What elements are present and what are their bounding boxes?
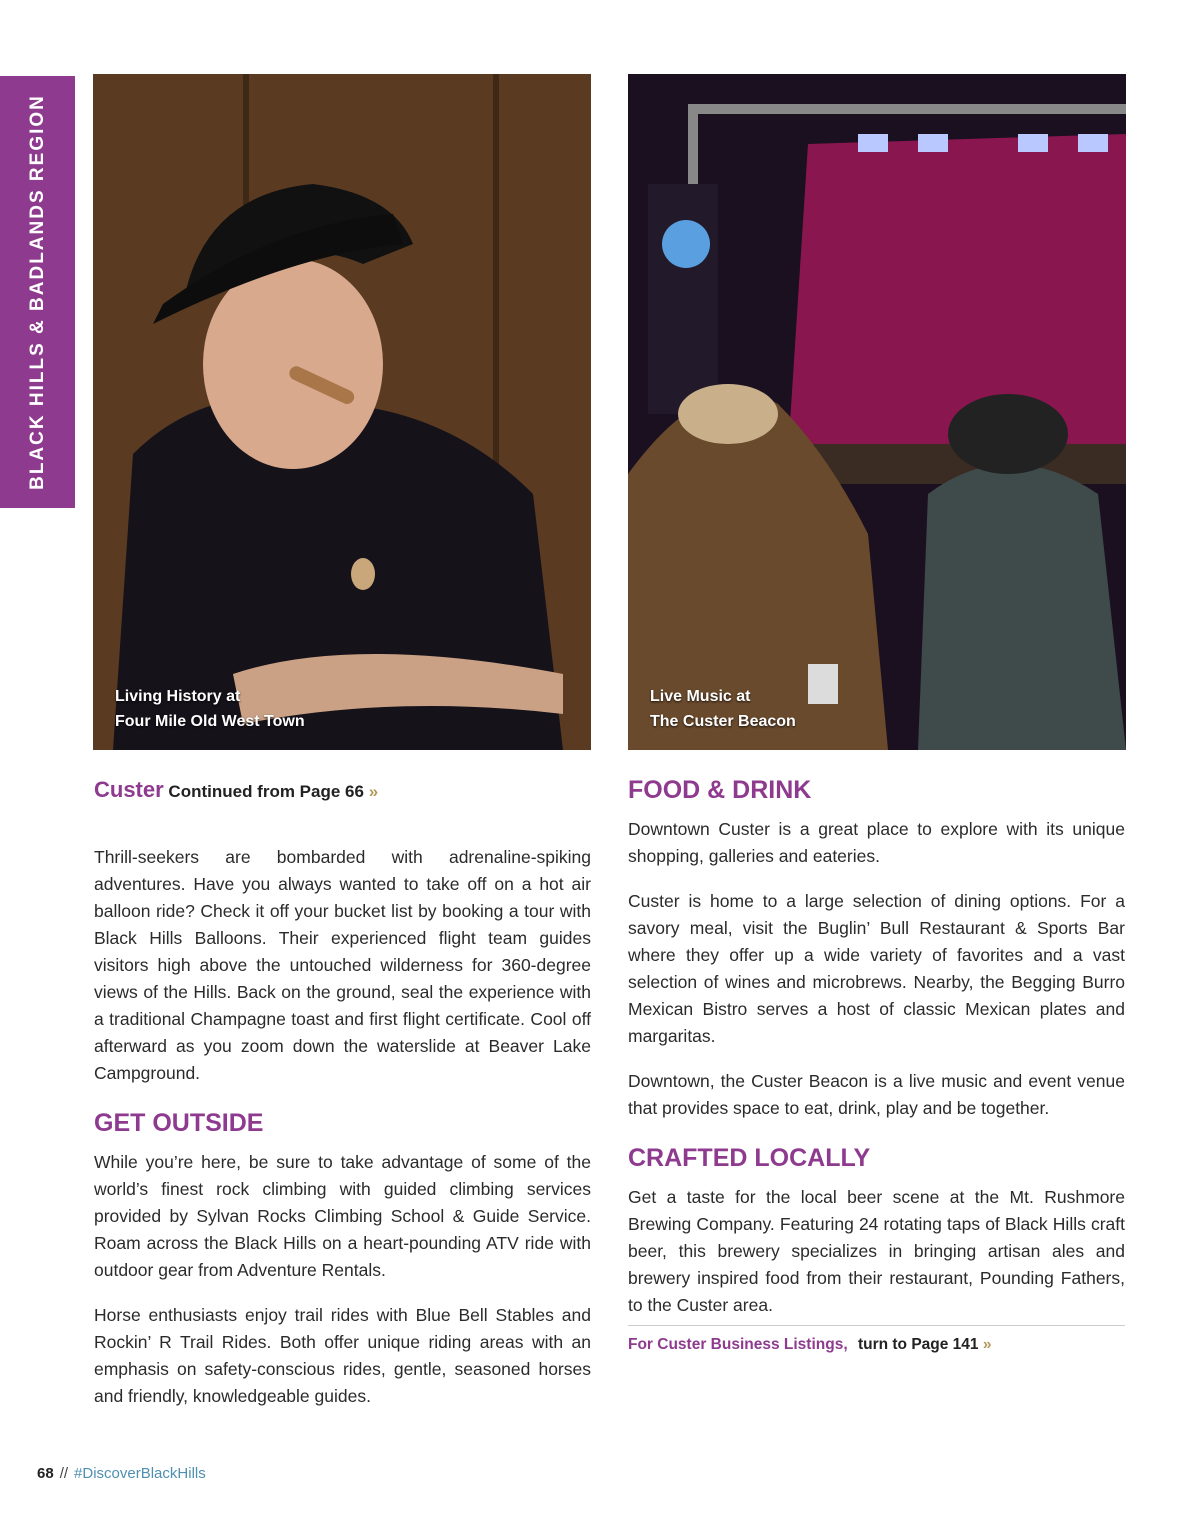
heading-food-drink: FOOD & DRINK <box>628 776 812 804</box>
caption-line: Four Mile Old West Town <box>115 713 305 730</box>
heading-crafted-locally: CRAFTED LOCALLY <box>628 1144 871 1172</box>
food-paragraph-2: Custer is home to a large selection of dining options. For a savory meal, visit the Buglin’ Bull Restaurant & Sports Bar where they offer up a wide variety of favorites and a vast selection of wines and microbrews. Nearby, the Begging Burro Mexican Bistro serves a host of classic Mexican plates and margaritas. <box>628 891 1125 1046</box>
page-footer <box>37 1465 206 1482</box>
photo-caption-left <box>115 684 305 734</box>
photo-live-music <box>628 74 1126 750</box>
photo-caption-right <box>650 684 796 734</box>
listing-page-ref: turn to Page 141 <box>857 1336 979 1353</box>
caption-line: Live Music at <box>650 688 751 705</box>
continued-line <box>94 772 591 808</box>
photo-woman-illustration <box>93 74 591 750</box>
photo-living-history <box>93 74 591 750</box>
food-paragraph-1: Downtown Custer is a great place to explore with its unique shopping, galleries and eateries. <box>628 819 1125 866</box>
outside-paragraph-1: While you’re here, be sure to take advantage of some of the world’s finest rock climbing with guided climbing services provided by Sylvan Rocks Climbing School & Guide Service. Roam across the Black Hills on a heart-pounding ATV ride with outdoor gear from Adventure Rentals. <box>94 1152 591 1280</box>
region-side-tab <box>0 76 75 508</box>
chevron-right-icon: » <box>368 782 379 801</box>
chevron-right-icon: » <box>982 1336 992 1353</box>
listing-keyword: For Custer Business Listings, <box>628 1336 848 1353</box>
footer-separator: // <box>59 1465 69 1482</box>
outside-paragraph-2: Horse enthusiasts enjoy trail rides with Blue Bell Stables and Rockin’ R Trail Rides. Both offer unique riding areas with an emphasis on safety-conscious rides, gentle, seasoned horses and friendly, knowledgeable guides. <box>94 1305 591 1406</box>
photo-concert-illustration <box>628 74 1126 750</box>
continued-keyword: Custer <box>94 777 164 802</box>
left-column <box>94 772 591 1428</box>
continued-text: Continued from Page 66 <box>168 782 364 801</box>
business-listing-link[interactable] <box>628 1336 1125 1354</box>
caption-line: Living History at <box>115 688 241 705</box>
divider <box>628 1325 1125 1326</box>
hashtag-link[interactable]: #DiscoverBlackHills <box>74 1465 206 1482</box>
caption-line: The Custer Beacon <box>650 713 796 730</box>
food-paragraph-3: Downtown, the Custer Beacon is a live music and event venue that provides space to eat, drink, play and be together. <box>628 1071 1125 1118</box>
right-column <box>628 772 1125 1354</box>
intro-paragraph: Thrill-seekers are bombarded with adrenaline-spiking adventures. Have you always wanted to take off on a hot air balloon ride? Check it off your bucket list by booking a tour with Black Hills Balloons. Their experienced flight team guides visitors high above the untouched wilderness for 360-degree views of the Hills. Back on the ground, seal the experience with a traditional Champagne toast and first flight certificate. Cool off afterward as you zoom down the waterslide at Beaver Lake Campground. <box>94 847 591 1083</box>
heading-get-outside: GET OUTSIDE <box>94 1109 264 1137</box>
crafted-paragraph: Get a taste for the local beer scene at the Mt. Rushmore Brewing Company. Featuring 24 rotating taps of Black Hills craft beer, this brewery specializes in bringing artisan ales and brewery inspired food from their restaurant, Pounding Fathers, to the Custer area. <box>628 1187 1125 1315</box>
page-number: 68 <box>37 1465 54 1482</box>
region-label: BLACK HILLS & BADLANDS REGION <box>26 94 48 490</box>
